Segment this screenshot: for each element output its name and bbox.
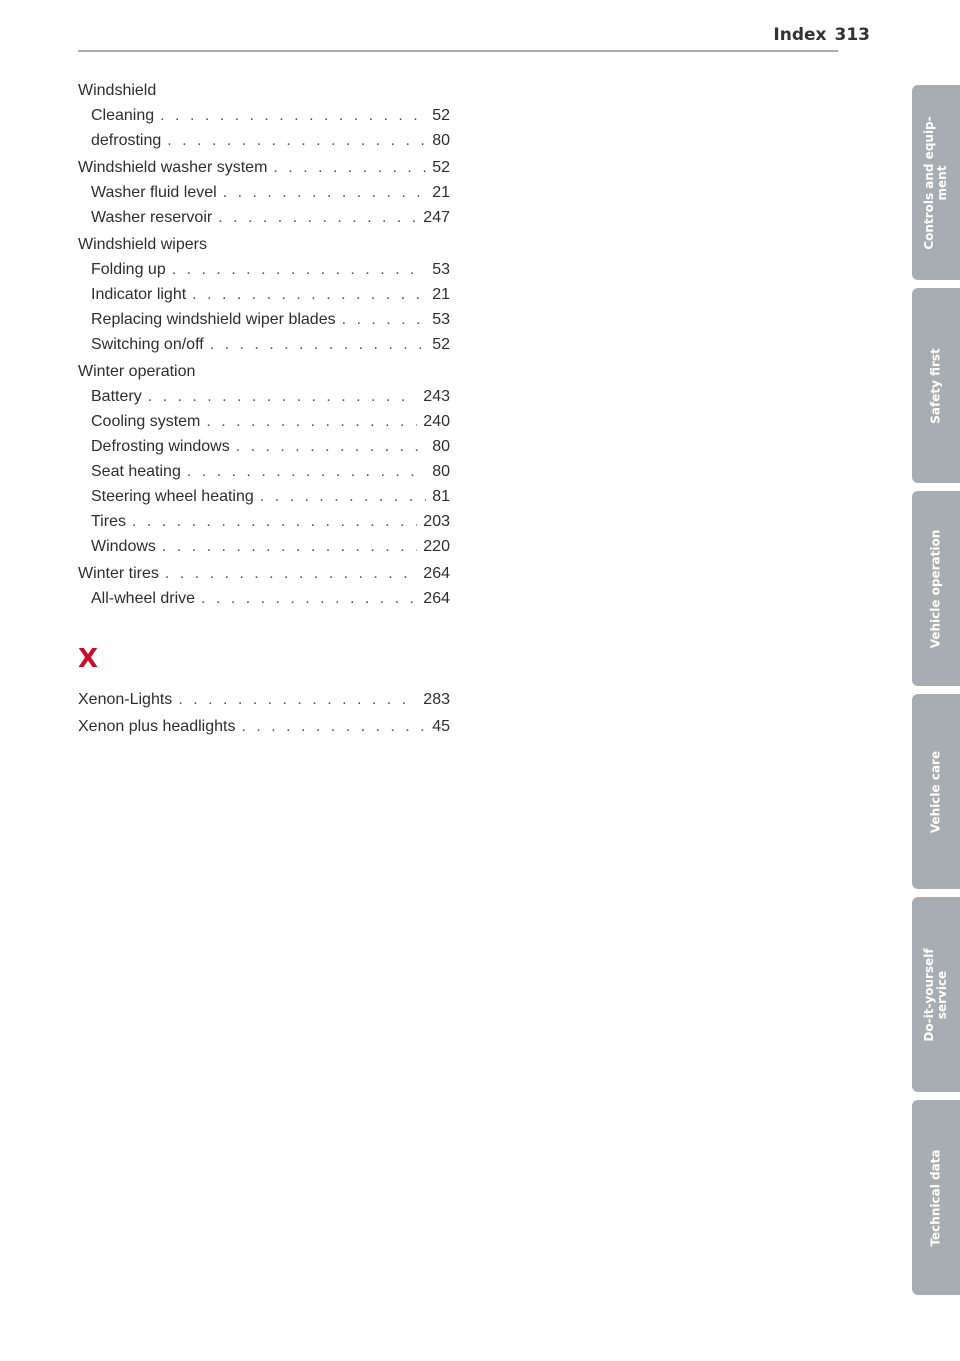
index-page-number: 264 (423, 565, 450, 582)
index-page-number: 21 (432, 286, 450, 303)
index-term: Washer fluid level (91, 184, 217, 201)
chapter-tab[interactable] (912, 491, 960, 686)
index-group-w (78, 78, 450, 611)
dot-leader (210, 332, 427, 357)
index-entry (78, 257, 450, 282)
index-entry (78, 434, 450, 459)
index-page-number: 240 (423, 413, 450, 430)
index-entry (78, 128, 450, 153)
index-term: Switching on/off (91, 336, 204, 353)
index-page-number: 52 (432, 336, 450, 353)
index-term: Indicator light (91, 286, 187, 303)
index-term: Folding up (91, 261, 166, 278)
index-term: Windows (91, 538, 156, 555)
index-term: Cooling system (91, 413, 201, 430)
index-entry (78, 586, 450, 611)
index-term: defrosting (91, 132, 162, 149)
dot-leader (167, 128, 426, 153)
index-page-number: 247 (423, 209, 450, 226)
index-entry (78, 459, 450, 484)
dot-leader (172, 257, 426, 282)
index-entry (78, 332, 450, 357)
index-term: Xenon plus headlights (78, 718, 236, 735)
index-term: Windshield wipers (78, 236, 207, 253)
index-entry (78, 714, 450, 739)
dot-leader (187, 459, 426, 484)
index-entry (78, 155, 450, 180)
dot-leader (241, 714, 426, 739)
dot-leader (236, 434, 426, 459)
dot-leader (192, 282, 426, 307)
dot-leader (206, 409, 417, 434)
chapter-tab-label: Vehicle care (928, 750, 943, 833)
index-entry (78, 282, 450, 307)
index-group-x (78, 687, 450, 739)
index-entry (78, 484, 450, 509)
index-page-number: 264 (423, 590, 450, 607)
index-entry (78, 384, 450, 409)
index-entry (78, 561, 450, 586)
index-entry (78, 409, 450, 434)
index-term: Replacing windshield wiper blades (91, 311, 336, 328)
chapter-tab[interactable] (912, 694, 960, 889)
index-term: Defrosting windows (91, 438, 230, 455)
dot-leader (160, 103, 426, 128)
index-entry (78, 78, 450, 103)
dot-leader (132, 509, 417, 534)
index-page-number: 53 (432, 311, 450, 328)
chapter-tab[interactable] (912, 897, 960, 1092)
index-page-number: 243 (423, 388, 450, 405)
index-term: Washer reservoir (91, 209, 213, 226)
index-entry (78, 307, 450, 332)
dot-leader (273, 155, 426, 180)
index-page-number: 283 (423, 691, 450, 708)
index-entry (78, 103, 450, 128)
index-term: Xenon-Lights (78, 691, 173, 708)
section-title: Index (773, 25, 827, 45)
index-term: Battery (91, 388, 142, 405)
index-term: Windshield (78, 82, 157, 99)
chapter-tab[interactable] (912, 1100, 960, 1295)
chapter-tab[interactable] (912, 288, 960, 483)
index-page-number: 52 (432, 159, 450, 176)
index-term: Seat heating (91, 463, 181, 480)
chapter-tab-label: Vehicle operation (928, 529, 943, 648)
index-page-number: 52 (432, 107, 450, 124)
dot-leader (201, 586, 417, 611)
chapter-tab-label: Safety first (928, 347, 943, 424)
dot-leader (165, 561, 417, 586)
page-number: 313 (834, 25, 870, 45)
running-header (773, 25, 870, 45)
dot-leader (342, 307, 427, 332)
dot-leader (218, 205, 417, 230)
index-page-number: 53 (432, 261, 450, 278)
dot-leader (162, 534, 417, 559)
index-page-number: 80 (432, 463, 450, 480)
index-list (78, 78, 450, 739)
index-term: All-wheel drive (91, 590, 196, 607)
chapter-tab-label: Controls and equip- ment (922, 115, 949, 250)
index-entry (78, 359, 450, 384)
index-page-number: 80 (432, 132, 450, 149)
index-term: Winter operation (78, 363, 196, 380)
index-page-number: 21 (432, 184, 450, 201)
dot-leader (148, 384, 418, 409)
index-term: Winter tires (78, 565, 159, 582)
header-rule (78, 50, 838, 52)
index-page-number: 80 (432, 438, 450, 455)
index-page-number: 81 (432, 488, 450, 505)
index-entry (78, 232, 450, 257)
dot-leader (178, 687, 417, 712)
index-entry (78, 534, 450, 559)
section-letter: X (78, 644, 99, 674)
index-term: Windshield washer system (78, 159, 268, 176)
chapter-tab-label: Do-it-yourself service (922, 947, 949, 1042)
index-page-number: 45 (432, 718, 450, 735)
index-page-number: 220 (423, 538, 450, 555)
dot-leader (223, 180, 427, 205)
chapter-tab[interactable] (912, 85, 960, 280)
index-page-number: 203 (423, 513, 450, 530)
chapter-tab-label: Technical data (928, 1148, 943, 1247)
index-entry (78, 509, 450, 534)
index-entry (78, 205, 450, 230)
dot-leader (260, 484, 426, 509)
index-term: Tires (91, 513, 126, 530)
index-term: Cleaning (91, 107, 155, 124)
index-entry (78, 180, 450, 205)
index-entry (78, 687, 450, 712)
index-term: Steering wheel heating (91, 488, 254, 505)
